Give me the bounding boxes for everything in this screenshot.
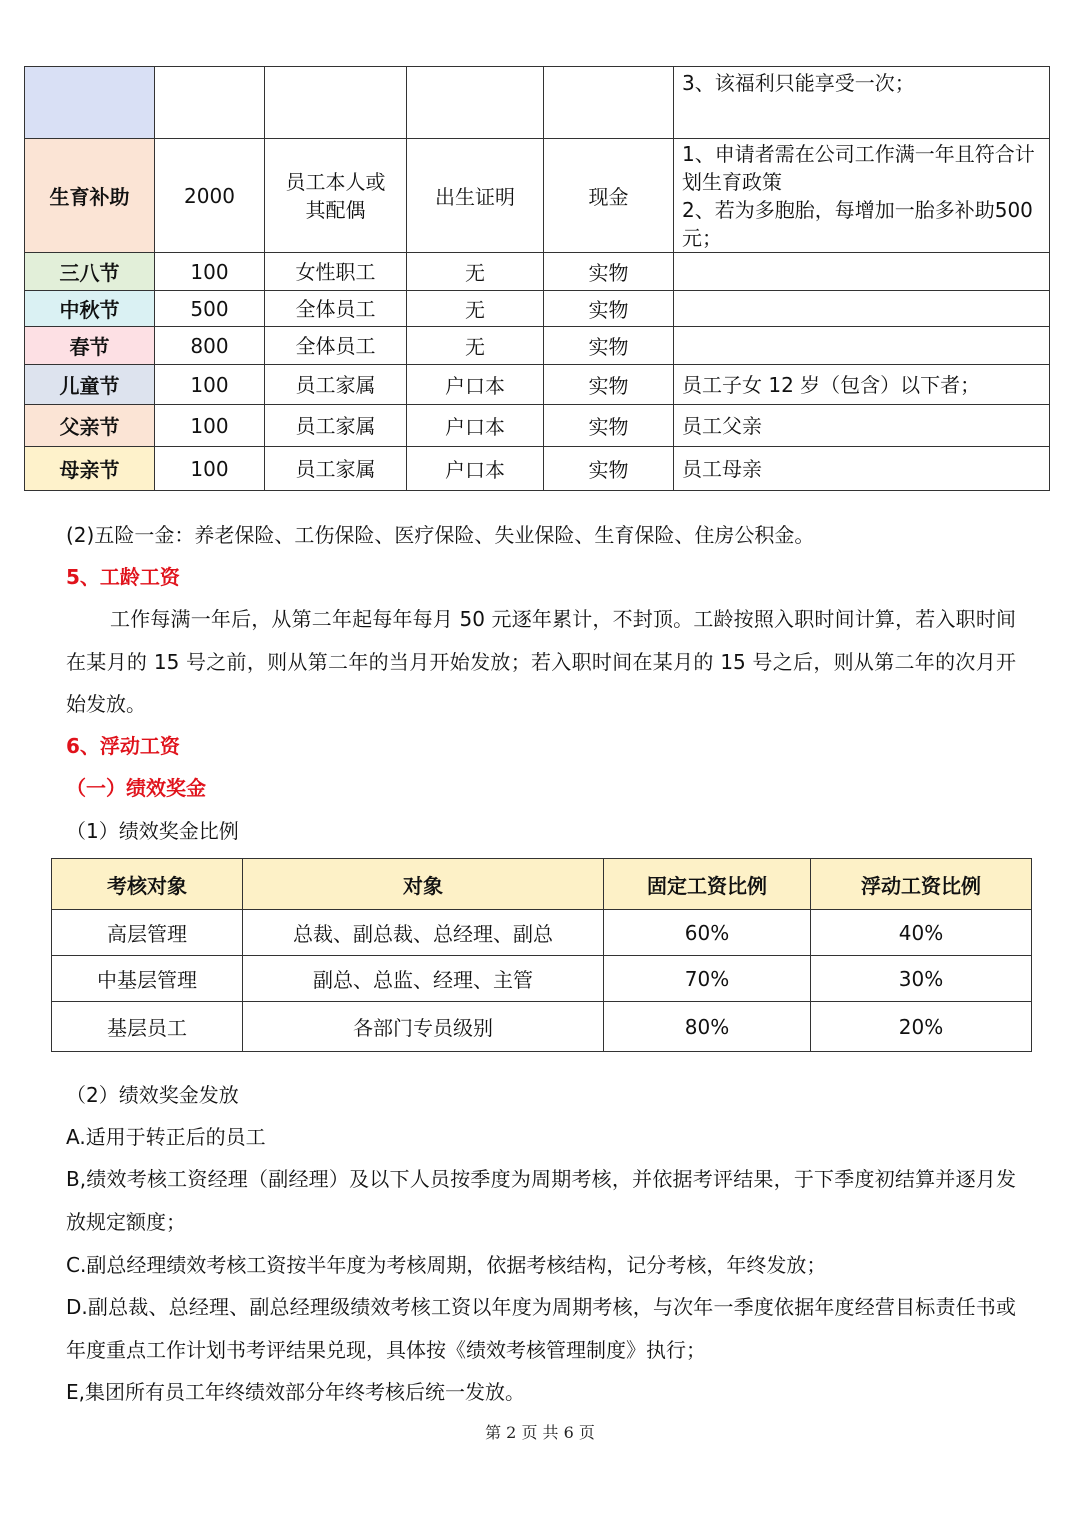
table-cell: [544, 67, 674, 139]
table-cell: 2000: [155, 139, 265, 253]
ratio-title: （1）绩效奖金比例: [66, 819, 239, 843]
table-cell: 员工本人或 其配偶: [265, 139, 407, 253]
table-row: [52, 956, 1032, 1002]
header-cell: 考核对象: [52, 859, 243, 910]
table-cell: 实物: [544, 253, 674, 291]
table-cell: 无: [407, 291, 544, 327]
table-cell: [265, 67, 407, 139]
welfare-note-cell: 员工父亲: [674, 405, 1050, 447]
table-cell: 各部门专员级别: [243, 1002, 604, 1052]
section-6-title: 6、浮动工资: [66, 734, 180, 758]
table-cell: 户口本: [407, 447, 544, 491]
table-cell: 60%: [604, 910, 811, 956]
table-row: [52, 910, 1032, 956]
welfare-table: [24, 66, 1050, 491]
table-row: [25, 365, 1050, 405]
welfare-name-cell: 儿童节: [25, 365, 155, 405]
table-row: [25, 67, 1050, 139]
welfare-note-cell: [674, 291, 1050, 327]
table-cell: 基层员工: [52, 1002, 243, 1052]
table-cell: 现金: [544, 139, 674, 253]
item-a: A.适用于转正后的员工: [66, 1125, 266, 1149]
table-row: [25, 327, 1050, 365]
table-cell: 实物: [544, 365, 674, 405]
section-5-body: 工作每满一年后，从第二年起每年每月 50 元逐年累计，不封顶。工龄按照入职时间计算，若入职时间在某月的 15 号之前，则从第二年的当月开始发放；若入职时间在某月的 15 号之后，则从第二年的次月开始发放。: [66, 607, 1016, 716]
table-cell: 实物: [544, 447, 674, 491]
table-cell: 户口本: [407, 405, 544, 447]
welfare-name-cell: [25, 67, 155, 139]
page-footer: 第 2 页 共 6 页: [485, 1423, 595, 1442]
table-cell: 40%: [811, 910, 1032, 956]
header-cell: 浮动工资比例: [811, 859, 1032, 910]
table-cell: 500: [155, 291, 265, 327]
table-cell: 80%: [604, 1002, 811, 1052]
item-e: E,集团所有员工年终绩效部分年终考核后统一发放。: [66, 1380, 525, 1404]
table-cell: 实物: [544, 291, 674, 327]
table-cell: 实物: [544, 327, 674, 365]
header-cell: 固定工资比例: [604, 859, 811, 910]
welfare-note-cell: [674, 253, 1050, 291]
table-cell: 100: [155, 365, 265, 405]
welfare-note-cell: 1、申请者需在公司工作满一年且符合计划生育政策 2、若为多胞胎，每增加一胎多补助500元；: [674, 139, 1050, 253]
table-header-row: [52, 859, 1032, 910]
insurance-line: (2)五险一金：养老保险、工伤保险、医疗保险、失业保险、生育保险、住房公积金。: [66, 523, 815, 547]
table-cell: 无: [407, 327, 544, 365]
table-cell: 员工家属: [265, 447, 407, 491]
table-cell: 实物: [544, 405, 674, 447]
welfare-name-cell: 父亲节: [25, 405, 155, 447]
table-row: [25, 447, 1050, 491]
table-cell: 高层管理: [52, 910, 243, 956]
table-row: [25, 253, 1050, 291]
table-cell: 全体员工: [265, 327, 407, 365]
header-cell: 对象: [243, 859, 604, 910]
table-cell: 30%: [811, 956, 1032, 1002]
table-row: [25, 139, 1050, 253]
welfare-note-cell: 3、该福利只能享受一次；: [674, 67, 1050, 139]
table-cell: 70%: [604, 956, 811, 1002]
issue-title: （2）绩效奖金发放: [66, 1083, 239, 1107]
welfare-name-cell: 三八节: [25, 253, 155, 291]
welfare-note-cell: [674, 327, 1050, 365]
table-cell: 全体员工: [265, 291, 407, 327]
table-cell: 女性职工: [265, 253, 407, 291]
welfare-note-cell: 员工母亲: [674, 447, 1050, 491]
item-b: B,绩效考核工资经理（副经理）及以下人员按季度为周期考核，并依据考评结果，于下季度初结算并逐月发放规定额度；: [66, 1167, 1016, 1234]
table-row: [52, 1002, 1032, 1052]
table-cell: 员工家属: [265, 365, 407, 405]
table-cell: 100: [155, 447, 265, 491]
table-cell: 中基层管理: [52, 956, 243, 1002]
section-5-title: 5、工龄工资: [66, 565, 180, 589]
table-cell: 出生证明: [407, 139, 544, 253]
bonus-ratio-table: [51, 858, 1032, 1052]
table-cell: [155, 67, 265, 139]
welfare-name-cell: 春节: [25, 327, 155, 365]
table-cell: 20%: [811, 1002, 1032, 1052]
welfare-name-cell: 生育补助: [25, 139, 155, 253]
item-c: C.副总经理绩效考核工资按半年度为考核周期，依据考核结构，记分考核，年终发放；: [66, 1253, 827, 1277]
table-cell: 员工家属: [265, 405, 407, 447]
table-cell: [407, 67, 544, 139]
subsection-1-title: （一）绩效奖金: [66, 776, 206, 800]
table-cell: 100: [155, 253, 265, 291]
item-d: D.副总裁、总经理、副总经理级绩效考核工资以年度为周期考核，与次年一季度依据年度经营目标责任书或年度重点工作计划书考评结果兑现，具体按《绩效考核管理制度》执行；: [66, 1295, 1016, 1362]
table-cell: 副总、总监、经理、主管: [243, 956, 604, 1002]
table-cell: 总裁、副总裁、总经理、副总: [243, 910, 604, 956]
welfare-name-cell: 母亲节: [25, 447, 155, 491]
table-cell: 户口本: [407, 365, 544, 405]
table-row: [25, 405, 1050, 447]
table-cell: 800: [155, 327, 265, 365]
table-cell: 无: [407, 253, 544, 291]
table-row: [25, 291, 1050, 327]
table-cell: 100: [155, 405, 265, 447]
welfare-name-cell: 中秋节: [25, 291, 155, 327]
welfare-note-cell: 员工子女 12 岁（包含）以下者；: [674, 365, 1050, 405]
